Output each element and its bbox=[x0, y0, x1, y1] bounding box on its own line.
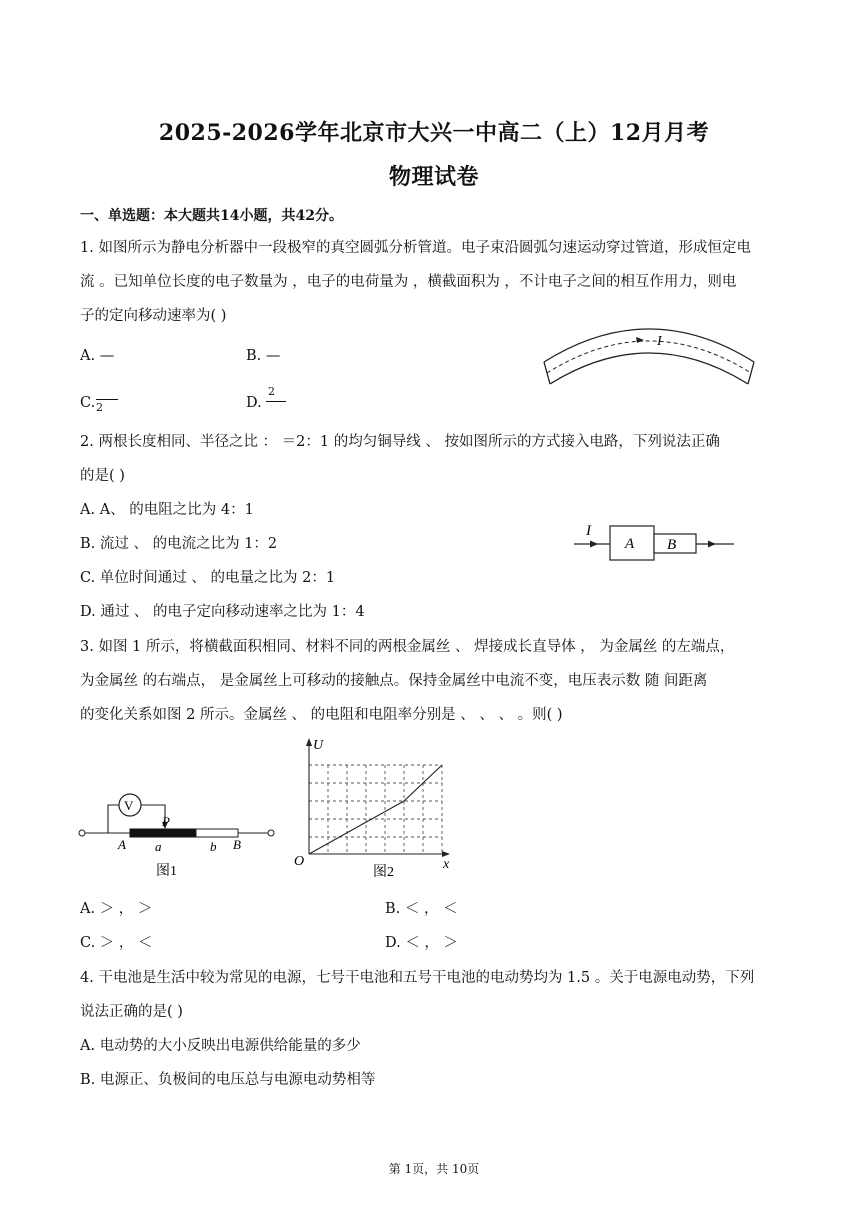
x-axis-label: x bbox=[443, 857, 450, 872]
current-label: I bbox=[657, 334, 662, 349]
question-text-line: 流 。已知单位长度的电子数量为 ，电子的电荷量为 ，横截面积为 ，不计电子之间的相互作用力，则电 bbox=[80, 274, 737, 290]
option-c: C. 单位时间通过 、 的电量之比为 2：1 bbox=[80, 570, 336, 586]
option-b: B. 电源正、负极间的电压总与电源电动势相等 bbox=[80, 1072, 376, 1088]
grid bbox=[309, 765, 442, 854]
question-text-line: 的是( ) bbox=[80, 468, 125, 484]
tube-inner-wall bbox=[550, 353, 748, 384]
question-text-line: 为金属丝 的右端点， 是金属丝上可移动的接触点。保持金属丝中电流不变，电压表示数 随 间距离 bbox=[80, 673, 708, 689]
wire-a-label: A bbox=[625, 536, 635, 552]
option-d: D. 通过 、 的电子定向移动速率之比为 1：4 bbox=[80, 604, 365, 620]
origin-label: O bbox=[294, 854, 305, 869]
current-arrow bbox=[708, 541, 716, 548]
figure-1-circuit bbox=[72, 788, 278, 882]
option-b: B. ＜ ， ＜ bbox=[385, 901, 458, 917]
wire-b bbox=[196, 829, 238, 837]
wire-a bbox=[130, 829, 196, 837]
voltmeter-label: V bbox=[124, 798, 134, 813]
probe-label: P bbox=[162, 814, 170, 829]
option-c: C. bbox=[80, 395, 96, 411]
electron-path bbox=[547, 341, 751, 373]
voltage-line bbox=[309, 765, 442, 854]
question-text-line: 的变化关系如图 2 所示。金属丝 、 的电阻和电阻率分别是 、 、 、 。则( ) bbox=[80, 707, 563, 723]
exam-title: 2025-2026学年北京市大兴一中高二（上）12月月考 bbox=[158, 120, 710, 146]
fraction-bar bbox=[266, 401, 286, 402]
page-footer: 第 1页，共 10页 bbox=[388, 1162, 480, 1176]
fraction-bar bbox=[96, 399, 118, 400]
wire-a-label: a bbox=[155, 839, 162, 854]
wire-circuit-diagram bbox=[570, 518, 738, 566]
tube-outer-wall bbox=[544, 329, 754, 362]
option-a: A. ＞ ， ＞ bbox=[80, 901, 153, 917]
wire-b-label: B bbox=[667, 537, 677, 553]
figure-1-caption: 图1 bbox=[156, 864, 177, 879]
fraction-denominator: 2 bbox=[96, 401, 103, 414]
current-arrow bbox=[636, 337, 644, 343]
question-text-line: 2. 两根长度相同、半径之比 ： ＝2：1 的均匀铜导线 、 按如图所示的方式接入电路，下列说法正确 bbox=[80, 434, 720, 450]
figure-2-graph bbox=[290, 732, 460, 882]
question-text-line: 3. 如图 1 所示，将横截面积相同、材料不同的两根金属丝 、 焊接成长直导体 ， 为金属丝 的左端点， bbox=[80, 639, 735, 655]
fraction-numerator: 2 bbox=[268, 385, 275, 398]
y-axis-arrow bbox=[306, 738, 312, 746]
option-a: A. 电动势的大小反映出电源供给能量的多少 bbox=[80, 1038, 361, 1054]
exam-subtitle: 物理试卷 bbox=[388, 164, 479, 190]
question-text-line: 子的定向移动速率为( ) bbox=[80, 308, 227, 324]
current-arrow bbox=[590, 541, 598, 548]
option-d: D. bbox=[246, 395, 262, 411]
voltmeter-lead bbox=[108, 805, 119, 833]
option-a: A. A、 的电阻之比为 4：1 bbox=[80, 502, 254, 518]
question-text-line: 4. 干电池是生活中较为常见的电源，七号干电池和五号干电池的电动势均为 1.5 。关于电源电动势，下列 bbox=[80, 970, 755, 986]
wire-b-label: b bbox=[210, 839, 217, 854]
current-label: I bbox=[586, 523, 591, 539]
tube-end bbox=[748, 362, 754, 384]
point-a-label: A bbox=[118, 837, 126, 852]
option-d: D. ＜ ， ＞ bbox=[385, 935, 459, 951]
option-b: B. — bbox=[246, 348, 281, 364]
option-b: B. 流过 、 的电流之比为 1：2 bbox=[80, 536, 278, 552]
question-text-line: 说法正确的是( ) bbox=[80, 1004, 183, 1020]
terminal bbox=[268, 830, 274, 836]
point-b-label: B bbox=[233, 837, 241, 852]
terminal bbox=[79, 830, 85, 836]
section-heading: 一、单选题：本大题共14小题，共42分。 bbox=[80, 208, 343, 224]
option-c: C. ＞ ， ＜ bbox=[80, 935, 153, 951]
option-a: A. — bbox=[80, 348, 115, 364]
y-axis-label: U bbox=[313, 738, 324, 753]
arc-tube-diagram bbox=[536, 318, 766, 390]
question-text-line: 1. 如图所示为静电分析器中一段极窄的真空圆弧分析管道。电子束沿圆弧匀速运动穿过管道，形成恒定电 bbox=[80, 240, 751, 256]
figure-2-caption: 图2 bbox=[373, 865, 394, 880]
